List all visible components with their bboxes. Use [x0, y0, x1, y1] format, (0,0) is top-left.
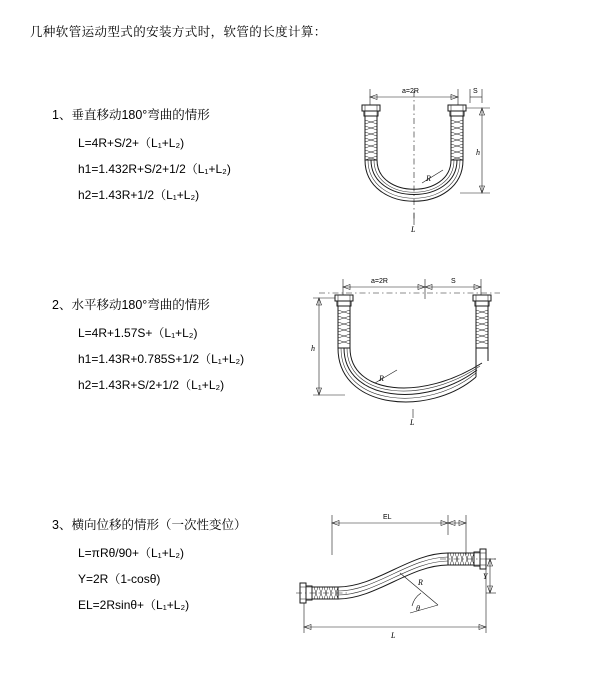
section-1-formula-3: h2=1.43R+1/2（L₁+L₂) [78, 188, 200, 202]
svg-text:h: h [311, 344, 315, 353]
svg-text:R: R [426, 174, 431, 183]
svg-text:Y: Y [483, 572, 488, 581]
svg-text:EL: EL [383, 514, 392, 521]
section-1-text [52, 105, 302, 212]
section-3-text [52, 515, 302, 622]
section-1-formula-2: h1=1.432R+S/2+1/2（L₁+L₂) [78, 162, 231, 176]
section-3-formula-3: EL=2Rsinθ+（L₁+L₂) [78, 598, 190, 612]
section-1-formula-1: L=4R+S/2+（L₁+L₂) [78, 136, 185, 150]
svg-text:S: S [473, 88, 478, 95]
section-1-heading: 1、垂直移动180°弯曲的情形 [52, 108, 210, 122]
lateral-offset-diagram [290, 505, 500, 645]
section-2-heading: 2、水平移动180°弯曲的情形 [52, 298, 210, 312]
svg-text:R: R [418, 578, 423, 587]
section-2-formula-2: h1=1.43R+0.785S+1/2（L₁+L₂) [78, 352, 245, 366]
section-2-formula-1: L=4R+1.57S+（L₁+L₂) [78, 326, 198, 340]
section-2-formula-3: h2=1.43R+S/2+1/2（L₁+L₂) [78, 378, 225, 392]
vertical-180-bend-diagram [310, 75, 500, 275]
svg-text:R: R [379, 374, 384, 383]
svg-text:θ: θ [416, 604, 420, 613]
svg-text:L: L [410, 418, 415, 427]
svg-text:L: L [411, 225, 416, 234]
section-3-heading: 3、横向位移的情形（一次性变位） [52, 518, 247, 532]
horizontal-180-bend-diagram [305, 265, 505, 455]
svg-text:S: S [451, 278, 456, 285]
section-2-text [52, 295, 302, 402]
svg-text:L: L [391, 631, 396, 640]
section-3-formula-1: L=πRθ/90+（L₁+L₂) [78, 546, 185, 560]
svg-text:a=2R: a=2R [402, 88, 419, 95]
svg-text:a=2R: a=2R [371, 278, 388, 285]
svg-text:h: h [476, 148, 480, 157]
page-title: 几种软管运动型式的安装方式时，软管的长度计算： [30, 25, 327, 39]
section-3-formula-2: Y=2R（1-cosθ) [78, 572, 161, 586]
